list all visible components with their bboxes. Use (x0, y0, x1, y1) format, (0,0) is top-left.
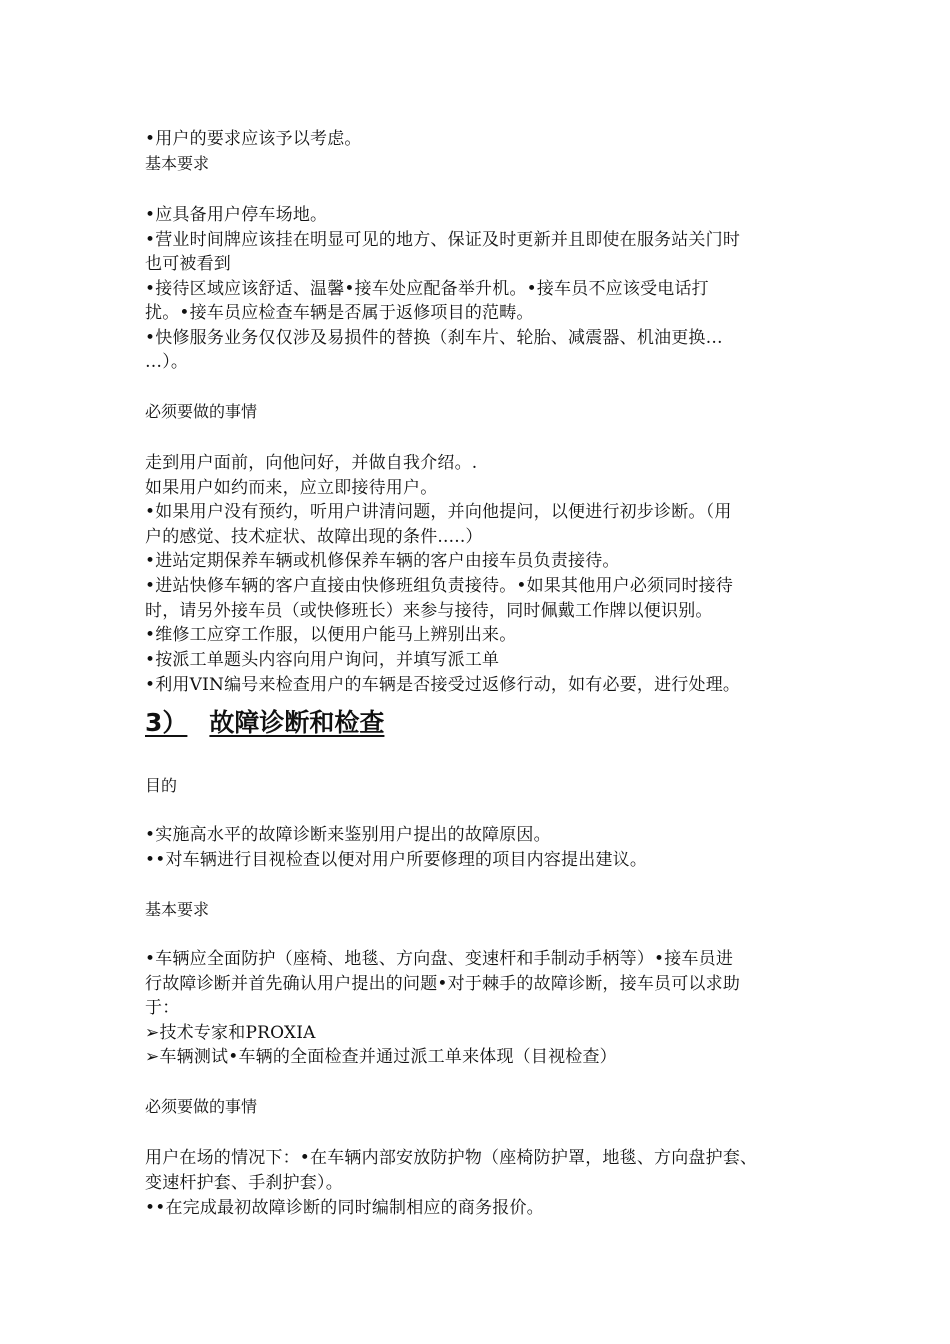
must-item: 户的感觉、技术症状、故障出现的条件.....） (145, 527, 483, 547)
basic-item: 扰。•接车员应检查车辆是否属于返修项目的范畴。 (145, 303, 534, 323)
must-item: •利用VIN编号来检查用户的车辆是否接受过返修行动，如有必要，进行处理。 (145, 675, 741, 695)
basic-item: •车辆应全面防护（座椅、地毯、方向盘、变速杆和手制动手柄等）•接车员进 (145, 949, 734, 969)
basic-item: •营业时间牌应该挂在明显可见的地方、保证及时更新并且即使在服务站关门时 (145, 230, 741, 250)
basic-item: 行故障诊断并首先确认用户提出的问题•对于棘手的故障诊断，接车员可以求助 (145, 974, 741, 994)
must-item: •如果用户没有预约，听用户讲清问题，并向他提问，以便进行初步诊断。（用 (145, 502, 732, 522)
must-item: •进站快修车辆的客户直接由快修班组负责接待。•如果其他用户必须同时接待 (145, 576, 734, 596)
basic-item: 于： (145, 998, 180, 1018)
basic-requirements-heading: 基本要求 (145, 154, 210, 173)
purpose-heading: 目的 (145, 776, 178, 795)
must-item: •进站定期保养车辆或机修保养车辆的客户由接车员负责接待。 (145, 551, 620, 571)
section-title (145, 706, 384, 740)
basic-item: 也可被看到 (145, 254, 231, 274)
basic-requirements-heading: 基本要求 (145, 900, 210, 919)
purpose-item: •实施高水平的故障诊断来鉴别用户提出的故障原因。 (145, 825, 551, 845)
must-item: 用户在场的情况下：•在车辆内部安放防护物（座椅防护罩，地毯、方向盘护套、 (145, 1148, 758, 1168)
intro-line: •用户的要求应该予以考虑。 (145, 129, 362, 149)
basic-item: •接待区域应该舒适、温馨•接车处应配备举升机。•接车员不应该受电话打 (145, 279, 709, 299)
must-item: 走到用户面前，向他问好，并做自我介绍。. (145, 453, 478, 473)
section-number: 3） (145, 708, 188, 737)
must-item: •按派工单题头内容向用户询问，并填写派工单 (145, 650, 500, 670)
basic-item: •应具备用户停车场地。 (145, 205, 328, 225)
must-item: 如果用户如约而来，应立即接待用户。 (145, 478, 438, 498)
purpose-item: ••对车辆进行目视检查以便对用户所要修理的项目内容提出建议。 (145, 850, 648, 870)
basic-item: •快修服务业务仅仅涉及易损件的替换（刹车片、轮胎、减震器、机油更换… (145, 328, 723, 348)
must-item: 时，请另外接车员（或快修班长）来参与接待，同时佩戴工作牌以便识别。 (145, 601, 713, 621)
must-do-heading: 必须要做的事情 (145, 402, 258, 421)
basic-item: …）。 (145, 352, 189, 372)
section-title-text: 故障诊断和检查 (209, 708, 385, 737)
basic-item: ➢技术专家和PROXIA (145, 1023, 316, 1043)
must-item: 变速杆护套、手刹护套）。 (145, 1173, 343, 1193)
must-item: •维修工应穿工作服，以便用户能马上辨别出来。 (145, 625, 517, 645)
must-item: ••在完成最初故障诊断的同时编制相应的商务报价。 (145, 1198, 544, 1218)
must-do-heading: 必须要做的事情 (145, 1097, 258, 1116)
basic-item: ➢车辆测试•车辆的全面检查并通过派工单来体现（目视检查） (145, 1047, 617, 1067)
